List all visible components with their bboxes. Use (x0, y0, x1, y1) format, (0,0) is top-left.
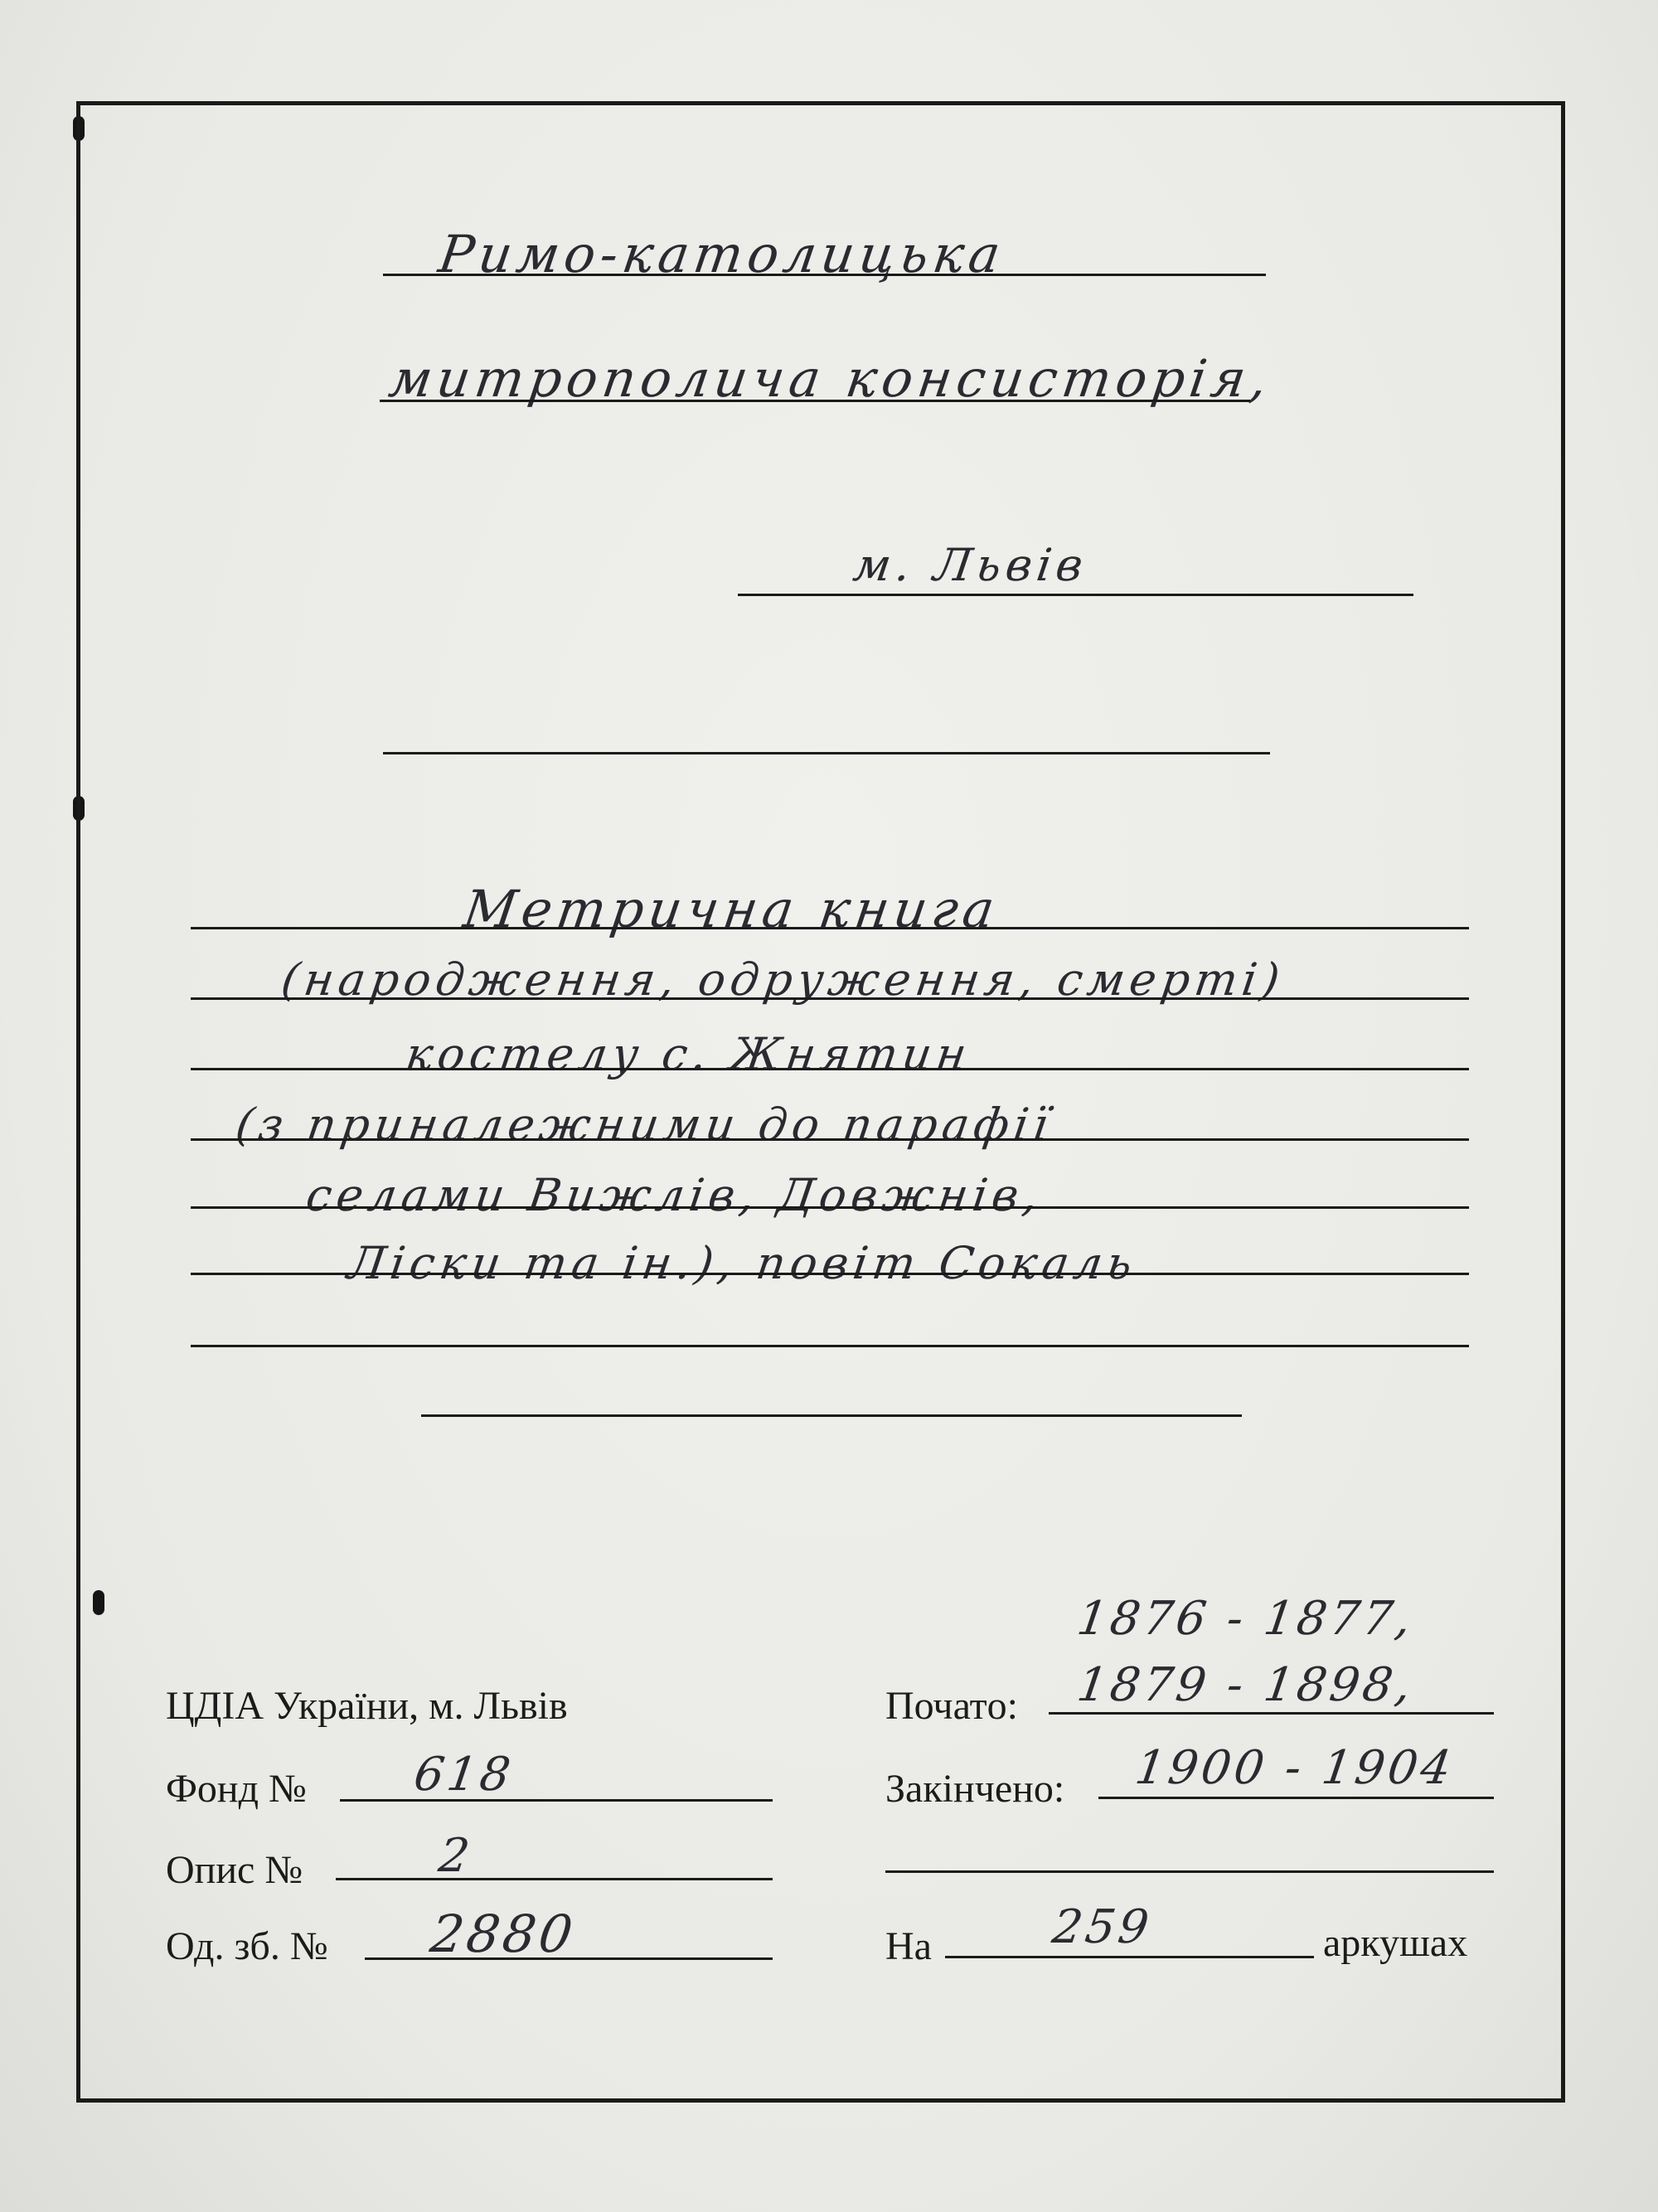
started-value-2: 1879 - 1898, (1074, 1658, 1418, 1712)
opys-rule (336, 1878, 773, 1880)
title-rule-6 (191, 1273, 1469, 1275)
od-zb-rule (365, 1957, 773, 1960)
sheets-label: аркушах (1323, 1921, 1468, 1965)
started-rule (1049, 1712, 1494, 1715)
header-rule-2 (380, 400, 1250, 402)
blank-rule (383, 752, 1270, 754)
header-line-2: митрополича консисторія, (385, 348, 1277, 409)
title-line-6: Ліски та ін.), повіт Сокаль (344, 1237, 1141, 1289)
sheets-rule (945, 1956, 1314, 1958)
fond-rule (340, 1799, 773, 1802)
on-label: На (885, 1924, 932, 1968)
title-rule-4 (191, 1138, 1469, 1141)
title-rule-1 (191, 927, 1469, 929)
archive-name: ЦДІА України, м. Львів (166, 1684, 568, 1728)
city-line: м. Львів (850, 539, 1092, 591)
title-rule-3 (191, 1068, 1469, 1070)
opys-value: 2 (435, 1829, 477, 1883)
fond-label: Фонд № (166, 1767, 307, 1811)
finished-rule (1098, 1797, 1494, 1799)
sheets-value: 259 (1049, 1900, 1156, 1954)
title-rule-2 (191, 997, 1469, 1000)
title-line-5: селами Вижлів, Довжнів, (303, 1169, 1046, 1221)
header-rule-1 (383, 274, 1266, 276)
blank-date-rule (885, 1870, 1494, 1873)
title-line-3: костелу с. Жнятин (402, 1028, 975, 1080)
started-label: Початo: (885, 1684, 1018, 1728)
title-rule-7 (191, 1345, 1469, 1347)
title-line-4: (з приналежними до парафії (232, 1099, 1057, 1151)
title-rule-8 (421, 1414, 1242, 1417)
opys-label: Опис № (166, 1848, 303, 1892)
title-line-1: Метрична книга (459, 879, 1003, 939)
city-rule (738, 594, 1413, 596)
finished-label: Закінчено: (885, 1767, 1065, 1811)
finished-value: 1900 - 1904 (1132, 1741, 1458, 1795)
od-zb-value: 2880 (426, 1904, 579, 1964)
title-rule-5 (191, 1206, 1469, 1209)
started-value-1: 1876 - 1877, (1074, 1592, 1418, 1646)
fond-value: 618 (410, 1748, 517, 1802)
title-line-2: (народження, одруження, смерті) (278, 953, 1288, 1006)
header-line-1: Римо-католицька (434, 224, 1009, 284)
od-zb-label: Од. зб. № (166, 1924, 328, 1968)
